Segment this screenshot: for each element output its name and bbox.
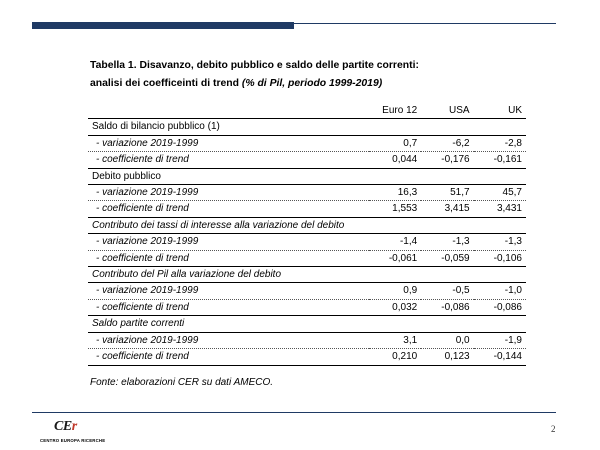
- table-body: [88, 119, 526, 365]
- page-number: 2: [551, 424, 556, 434]
- table-cell: 0,7: [369, 135, 421, 151]
- table-cell: -1,3: [421, 234, 473, 250]
- table-row: [88, 135, 526, 151]
- table-cell: -1,3: [474, 234, 526, 250]
- section-header-row: [88, 316, 526, 332]
- table-row: [88, 152, 526, 168]
- section-header-row: [88, 267, 526, 283]
- table-cell: -1,9: [474, 332, 526, 348]
- row-label: - coefficiente di trend: [88, 152, 369, 168]
- table-cell: 3,431: [474, 201, 526, 217]
- table-cell: -2,8: [474, 135, 526, 151]
- table-cell: -0,176: [421, 152, 473, 168]
- section-header-row: [88, 217, 526, 233]
- row-label: - variazione 2019-1999: [88, 135, 369, 151]
- table-cell: 3,415: [421, 201, 473, 217]
- table-cell: 16,3: [369, 185, 421, 201]
- table-cell: 0,0: [421, 332, 473, 348]
- title-line-1: Tabella 1. Disavanzo, debito pubblico e saldo delle partite correnti:: [90, 60, 419, 71]
- section-label: Contributo del Pil alla variazione del debito: [88, 267, 526, 283]
- section-label: Saldo di bilancio pubblico (1): [88, 119, 526, 135]
- table-cell: 51,7: [421, 185, 473, 201]
- column-header: UK: [474, 103, 526, 119]
- row-label: - coefficiente di trend: [88, 250, 369, 266]
- logo-mark-main: CE: [54, 419, 72, 434]
- table-cell: 0,123: [421, 349, 473, 365]
- table-header-row: [88, 103, 526, 119]
- table-row: [88, 283, 526, 299]
- logo-tagline: CENTRO EUROPA RICERCHE: [40, 438, 106, 443]
- source-footnote: Fonte: elaborazioni CER su dati AMECO.: [90, 377, 274, 388]
- header-rule-thin: [294, 23, 556, 24]
- row-label: - coefficiente di trend: [88, 299, 369, 315]
- table-cell: -1,4: [369, 234, 421, 250]
- table-row: [88, 234, 526, 250]
- table-cell: 0,032: [369, 299, 421, 315]
- cer-logo: [40, 419, 120, 447]
- table-cell: 0,210: [369, 349, 421, 365]
- table-cell: 45,7: [474, 185, 526, 201]
- section-header-row: [88, 168, 526, 184]
- footer-rule: [32, 412, 556, 413]
- section-label: Saldo partite correnti: [88, 316, 526, 332]
- table-cell: 0,044: [369, 152, 421, 168]
- table-cell: -0,086: [474, 299, 526, 315]
- table-row: [88, 250, 526, 266]
- table-cell: -6,2: [421, 135, 473, 151]
- table-cell: -0,086: [421, 299, 473, 315]
- table-cell: -0,161: [474, 152, 526, 168]
- table-cell: -0,061: [369, 250, 421, 266]
- table-row: [88, 332, 526, 348]
- table-cell: 1,553: [369, 201, 421, 217]
- row-label: - coefficiente di trend: [88, 201, 369, 217]
- table-cell: -0,106: [474, 250, 526, 266]
- column-header: USA: [421, 103, 473, 119]
- header-rule: [0, 18, 600, 28]
- table-cell: -0,059: [421, 250, 473, 266]
- table-title: [90, 57, 540, 93]
- table-cell: -1,0: [474, 283, 526, 299]
- logo-mark: [54, 419, 77, 435]
- table-cell: -0,5: [421, 283, 473, 299]
- data-table: [88, 103, 526, 366]
- table-cell: 0,9: [369, 283, 421, 299]
- table-row: [88, 349, 526, 365]
- table-row: [88, 201, 526, 217]
- title-line-2-main: analisi dei coefficeinti di trend: [90, 78, 242, 89]
- row-label: - variazione 2019-1999: [88, 234, 369, 250]
- table-row: [88, 299, 526, 315]
- row-label: - variazione 2019-1999: [88, 283, 369, 299]
- row-label: - variazione 2019-1999: [88, 332, 369, 348]
- table-cell: -0,144: [474, 349, 526, 365]
- section-header-row: [88, 119, 526, 135]
- header-blank: [88, 103, 369, 119]
- header-rule-thick: [32, 22, 294, 29]
- table-row: [88, 185, 526, 201]
- section-label: Debito pubblico: [88, 168, 526, 184]
- row-label: - coefficiente di trend: [88, 349, 369, 365]
- title-line-2-italic: (% di Pil, periodo 1999-2019): [241, 78, 383, 89]
- column-header: Euro 12: [369, 103, 421, 119]
- row-label: - variazione 2019-1999: [88, 185, 369, 201]
- section-label: Contributo dei tassi di interesse alla variazione del debito: [88, 217, 526, 233]
- table-cell: 3,1: [369, 332, 421, 348]
- title-line-2: [90, 75, 540, 93]
- logo-mark-accent: r: [71, 419, 77, 434]
